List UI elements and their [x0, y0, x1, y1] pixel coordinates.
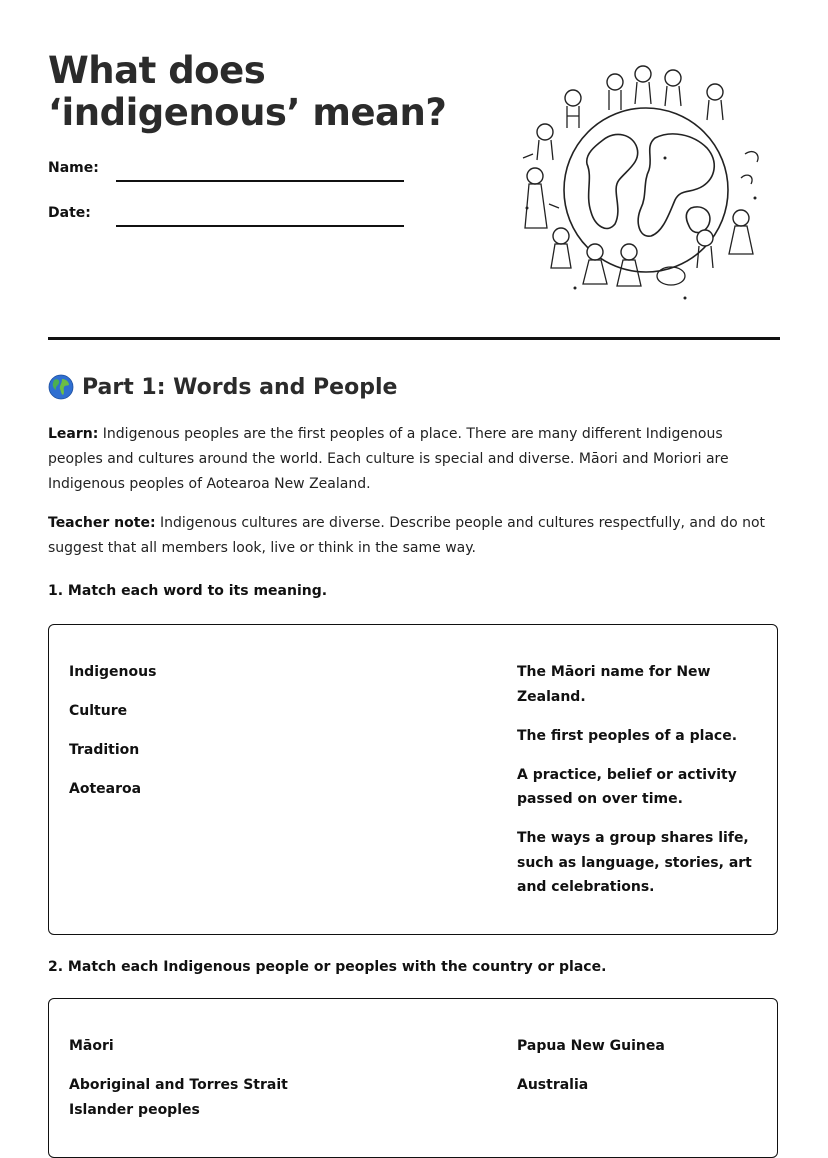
match-box-2: [48, 998, 778, 1158]
date-label: Date:: [48, 205, 91, 221]
children-around-globe-illustration: [515, 58, 777, 318]
part-1-title: [48, 374, 397, 400]
meaning-item[interactable]: The ways a group shares life, such as language, stories, art and celebrations.: [517, 830, 752, 895]
question-2-prompt: 2. Match each Indigenous people or peoples with the country or place.: [48, 959, 607, 975]
teacher-note-label: Teacher note:: [48, 515, 156, 531]
people-item[interactable]: Māori: [69, 1038, 114, 1054]
teacher-note-text: Indigenous cultures are diverse. Describe people and cultures respectfully, and do not suggest that all members look, live or think in the same way.: [48, 515, 766, 556]
meaning-item[interactable]: A practice, belief or activity passed on over time.: [517, 766, 737, 807]
page-title: What does ‘indigenous’ mean?: [48, 49, 447, 134]
meaning-column: [517, 660, 765, 914]
word-column: [69, 660, 369, 816]
section-divider: [48, 337, 780, 340]
places-column: [517, 1034, 765, 1112]
place-item[interactable]: Papua New Guinea: [517, 1038, 665, 1054]
date-field[interactable]: [116, 225, 404, 227]
part-1-title-text: Part 1: Words and People: [82, 374, 398, 400]
learn-label: Learn:: [48, 426, 99, 442]
name-label: Name:: [48, 160, 99, 176]
learn-paragraph: [48, 422, 780, 497]
meaning-item[interactable]: The Māori name for New Zealand.: [517, 664, 711, 705]
learn-text: Indigenous peoples are the first peoples of a place. There are many different Indigenous peoples and cultures around the world. Each culture is special and diverse. Māori and Moriori are Indigenous peoples of Aotearoa New Zealand.: [48, 426, 729, 492]
people-item[interactable]: Aboriginal and Torres Strait Islander peoples: [69, 1077, 288, 1118]
globe-icon: [48, 374, 74, 400]
name-field[interactable]: [116, 180, 404, 182]
word-item[interactable]: Indigenous: [69, 664, 157, 680]
word-item[interactable]: Aotearoa: [69, 781, 142, 797]
question-1-prompt: 1. Match each word to its meaning.: [48, 583, 328, 599]
word-item[interactable]: Tradition: [69, 742, 140, 758]
peoples-column: [69, 1034, 329, 1137]
meaning-item[interactable]: The first peoples of a place.: [517, 727, 738, 744]
word-item[interactable]: Culture: [69, 703, 128, 719]
teacher-note-paragraph: [48, 511, 780, 561]
match-box-1: [48, 624, 778, 935]
place-item[interactable]: Australia: [517, 1077, 589, 1093]
